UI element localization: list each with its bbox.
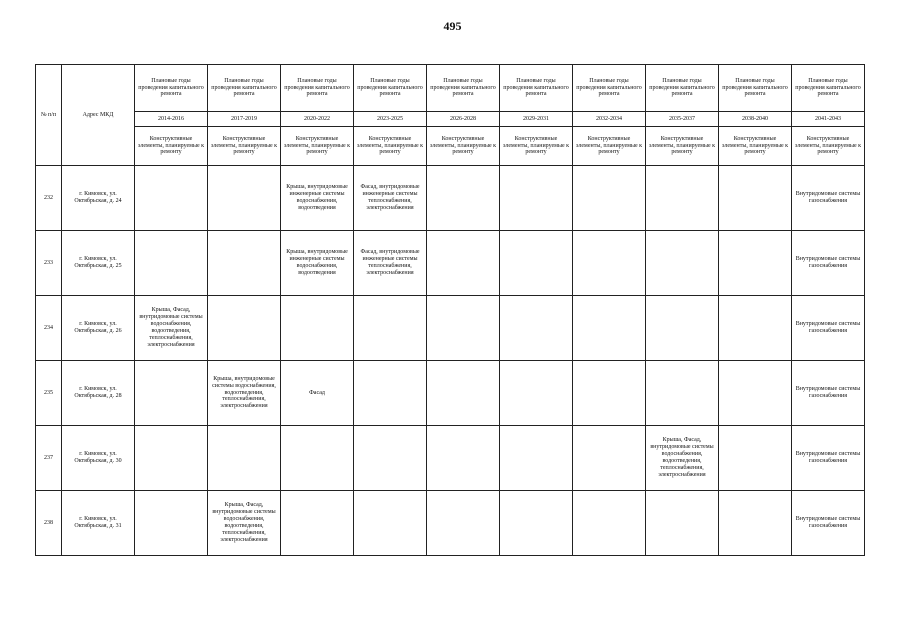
repair-elements-cell: Крыша, Фасад, внутридомовые системы водоснабжения, водоотведения, теплоснабжения, электроснабжения [646,426,719,491]
repair-elements-cell: Внутридомовые системы газоснабжения [792,361,865,426]
repair-elements-cell [427,296,500,361]
page-number: 495 [443,19,462,33]
repair-elements-cell: Фасад, внутридомовые инженерные системы теплоснабжения, электроснабжения [354,166,427,231]
period-years: 2032-2034 [573,112,646,127]
table-row [36,361,865,426]
repair-elements-cell [208,296,281,361]
repair-elements-cell [719,231,792,296]
col-header-num: № п/п [36,65,62,166]
capital-repair-table [35,64,865,556]
period-header: Плановые годы проведения капитального ремонта [354,65,427,112]
repair-elements-cell: Внутридомовые системы газоснабжения [792,426,865,491]
table-row [36,231,865,296]
period-subheader: Конструктивные элементы, планируемые к ремонту [281,127,354,166]
period-years: 2017-2019 [208,112,281,127]
repair-elements-cell: Внутридомовые системы газоснабжения [792,231,865,296]
period-header: Плановые годы проведения капитального ремонта [792,65,865,112]
repair-elements-cell [354,426,427,491]
header-row-subheaders [36,127,865,166]
repair-elements-cell [281,296,354,361]
period-subheader: Конструктивные элементы, планируемые к ремонту [719,127,792,166]
period-subheader: Конструктивные элементы, планируемые к ремонту [135,127,208,166]
repair-elements-cell: Крыша, внутридомовые системы водоснабжения, водоотведения, теплоснабжения, электроснабжения [208,361,281,426]
repair-elements-cell [208,166,281,231]
row-number: 237 [36,426,62,491]
repair-elements-cell [573,166,646,231]
period-years: 2035-2037 [646,112,719,127]
row-address: г. Кимовск, ул. Октябрьская, д. 28 [62,361,135,426]
repair-elements-cell [427,166,500,231]
table-row [36,296,865,361]
repair-elements-cell [135,361,208,426]
repair-elements-cell [354,296,427,361]
row-address: г. Кимовск, ул. Октябрьская, д. 30 [62,426,135,491]
period-years: 2041-2043 [792,112,865,127]
repair-elements-cell [500,231,573,296]
repair-elements-cell [135,231,208,296]
row-address: г. Кимовск, ул. Октябрьская, д. 24 [62,166,135,231]
repair-elements-cell [573,426,646,491]
repair-elements-cell [427,231,500,296]
repair-elements-cell: Крыша, Фасад, внутридомовые системы водоснабжения, водоотведения, теплоснабжения, электроснабжения [208,491,281,556]
repair-elements-cell [646,296,719,361]
period-subheader: Конструктивные элементы, планируемые к ремонту [427,127,500,166]
repair-elements-cell [500,491,573,556]
period-years: 2029-2031 [500,112,573,127]
repair-elements-cell [135,166,208,231]
row-number: 232 [36,166,62,231]
repair-elements-cell [135,426,208,491]
table-row [36,426,865,491]
repair-elements-cell [281,491,354,556]
period-years: 2014-2016 [135,112,208,127]
table-row [36,491,865,556]
repair-elements-cell [500,361,573,426]
repair-elements-cell [573,491,646,556]
row-address: г. Кимовск, ул. Октябрьская, д. 26 [62,296,135,361]
repair-elements-cell [573,361,646,426]
row-number: 235 [36,361,62,426]
row-number: 234 [36,296,62,361]
repair-elements-cell: Фасад [281,361,354,426]
period-header: Плановые годы проведения капитального ремонта [281,65,354,112]
table-body [36,166,865,556]
repair-elements-cell [646,231,719,296]
row-number: 238 [36,491,62,556]
period-header: Плановые годы проведения капитального ремонта [135,65,208,112]
row-address: г. Кимовск, ул. Октябрьская, д. 31 [62,491,135,556]
period-subheader: Конструктивные элементы, планируемые к ремонту [646,127,719,166]
period-years: 2020-2022 [281,112,354,127]
period-subheader: Конструктивные элементы, планируемые к ремонту [792,127,865,166]
period-header: Плановые годы проведения капитального ремонта [427,65,500,112]
repair-elements-cell: Внутридомовые системы газоснабжения [792,166,865,231]
repair-elements-cell [427,361,500,426]
period-subheader: Конструктивные элементы, планируемые к ремонту [500,127,573,166]
period-header: Плановые годы проведения капитального ремонта [719,65,792,112]
repair-elements-cell [208,426,281,491]
repair-elements-cell: Крыша, внутридомовые инженерные системы водоснабжения, водоотведения [281,231,354,296]
period-header: Плановые годы проведения капитального ремонта [573,65,646,112]
header-row-periods [36,65,865,112]
period-years: 2038-2040 [719,112,792,127]
repair-elements-cell [427,426,500,491]
period-years: 2023-2025 [354,112,427,127]
row-number: 233 [36,231,62,296]
table-row [36,166,865,231]
period-subheader: Конструктивные элементы, планируемые к ремонту [573,127,646,166]
row-address: г. Кимовск, ул. Октябрьская, д. 25 [62,231,135,296]
period-subheader: Конструктивные элементы, планируемые к ремонту [354,127,427,166]
repair-elements-cell [500,296,573,361]
period-header: Плановые годы проведения капитального ремонта [500,65,573,112]
repair-elements-cell [500,166,573,231]
period-header: Плановые годы проведения капитального ремонта [646,65,719,112]
repair-elements-cell [646,491,719,556]
repair-elements-cell [719,296,792,361]
repair-elements-cell [719,166,792,231]
repair-elements-cell [719,491,792,556]
repair-elements-cell [573,296,646,361]
repair-elements-cell [573,231,646,296]
repair-elements-cell [354,361,427,426]
period-years: 2026-2028 [427,112,500,127]
repair-elements-cell: Фасад, внутридомовые инженерные системы теплоснабжения, электроснабжения [354,231,427,296]
header-row-years [36,112,865,127]
repair-elements-cell [646,361,719,426]
repair-elements-cell [208,231,281,296]
period-subheader: Конструктивные элементы, планируемые к ремонту [208,127,281,166]
repair-elements-cell [646,166,719,231]
repair-elements-cell [719,361,792,426]
period-header: Плановые годы проведения капитального ремонта [208,65,281,112]
col-header-address: Адрес МКД [62,65,135,166]
repair-elements-cell [281,426,354,491]
repair-elements-cell [135,491,208,556]
repair-elements-cell [500,426,573,491]
repair-elements-cell [719,426,792,491]
repair-elements-cell [427,491,500,556]
repair-elements-cell [354,491,427,556]
repair-elements-cell: Крыша, Фасад, внутридомовые системы водоснабжения, водоотведения, теплоснабжения, электроснабжения [135,296,208,361]
repair-elements-cell: Внутридомовые системы газоснабжения [792,491,865,556]
repair-elements-cell: Внутридомовые системы газоснабжения [792,296,865,361]
repair-elements-cell: Крыша, внутридомовые инженерные системы водоснабжения, водоотведения [281,166,354,231]
